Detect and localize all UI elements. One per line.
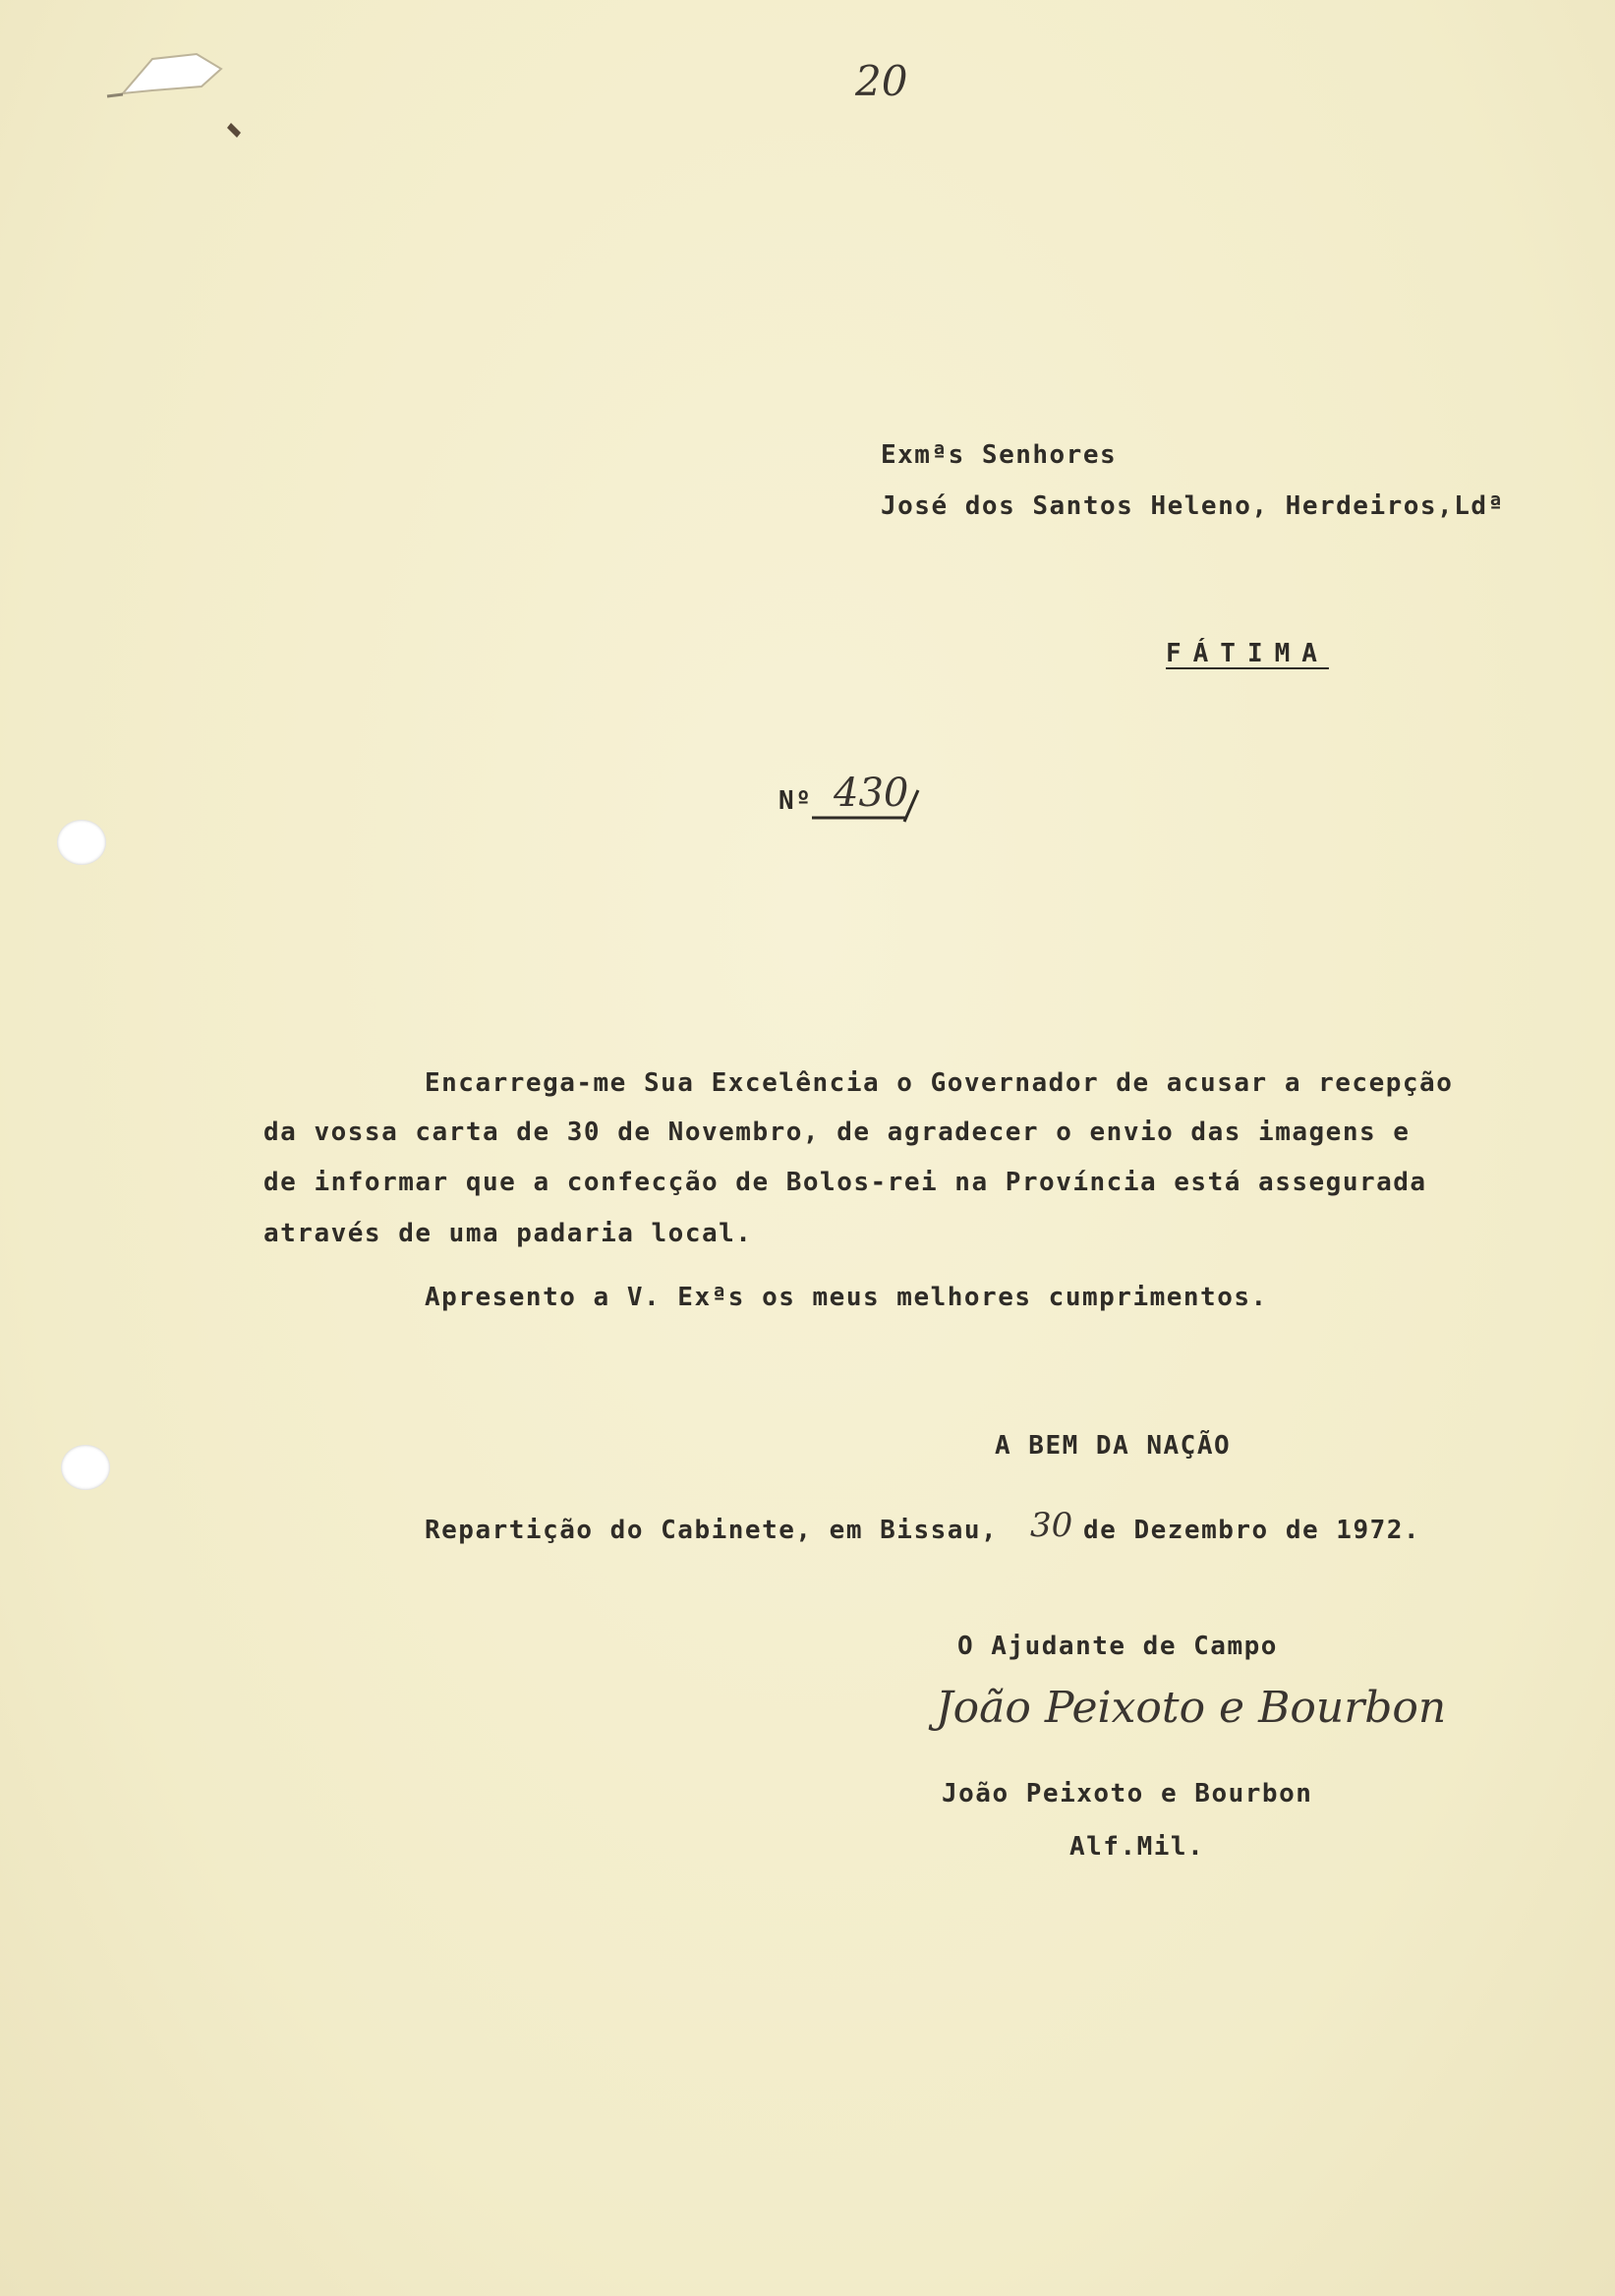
punch-hole-upper	[57, 820, 106, 865]
signatory-rank: Alf.Mil.	[1069, 1832, 1205, 1862]
punch-hole-lower	[61, 1445, 110, 1490]
motto: A BEM DA NAÇÃO	[995, 1431, 1232, 1461]
body-line-4: através de uma padaria local.	[263, 1219, 753, 1248]
place-date-suffix: de Dezembro de 1972.	[1083, 1516, 1421, 1545]
reference-label: Nº	[779, 786, 813, 816]
closing-line: Apresento a V. Exªs os meus melhores cumprimentos.	[425, 1283, 1268, 1312]
page-number: 20	[855, 57, 908, 105]
body-line-3: de informar que a confecção de Bolos-rei na Província está assegurada	[263, 1168, 1427, 1197]
torn-corner-mark	[93, 39, 241, 157]
body-line-2: da vossa carta de 30 de Novembro, de agradecer o envio das imagens e	[263, 1118, 1411, 1147]
recipient-salutation: Exmªs Senhores	[881, 440, 1118, 470]
place-date-day: 30	[1030, 1506, 1073, 1545]
handwritten-signature: João Peixoto e Bourbon	[936, 1683, 1447, 1733]
signatory-name: João Peixoto e Bourbon	[942, 1779, 1313, 1808]
body-line-1: Encarrega-me Sua Excelência o Governador de acusar a recepção	[425, 1068, 1454, 1098]
reference-underline	[808, 786, 926, 826]
recipient-name: José dos Santos Heleno, Herdeiros,Ldª	[881, 491, 1505, 521]
place-date-prefix: Repartição do Cabinete, em Bissau,	[425, 1516, 999, 1545]
reference-number: 430	[834, 771, 909, 816]
signatory-title: O Ajudante de Campo	[957, 1632, 1278, 1661]
recipient-city: FÁTIMA	[1166, 639, 1329, 668]
